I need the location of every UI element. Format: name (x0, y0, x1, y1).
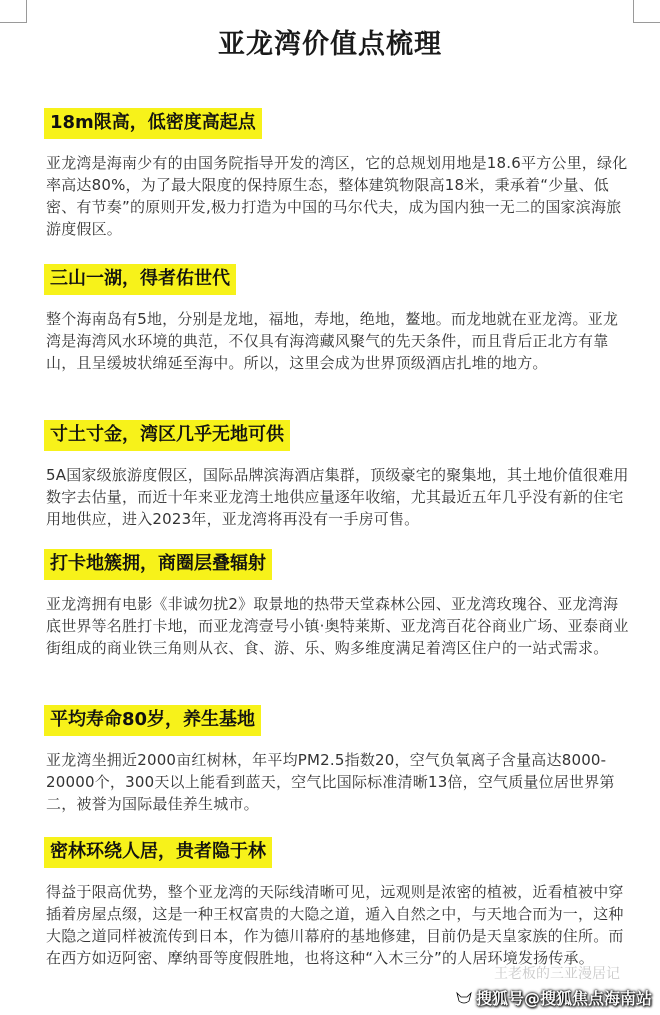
page-corner-left (0, 0, 27, 23)
section-body: 得益于限高优势，整个亚龙湾的天际线清晰可见，远观则是浓密的植被，近看植被中穿插着房屋点缀，这是一种王权富贵的大隐之道，遁入自然之中，与天地合而为一，这种大隐之道同样被流传到日本，作为德川幕府的基地修建，目前仍是天皇家族的住所。而在西方如迈阿密、摩纳哥等度假胜地，也将这种“入木三分”的人居环境发扬传承。 (46, 883, 624, 967)
section-heading: 三山一湖，得者佑世代 (44, 264, 236, 295)
section-body: 亚龙湾拥有电影《非诚勿扰2》取景地的热带天堂森林公园、亚龙湾玫瑰谷、亚龙湾海底世界等名胜打卡地，而亚龙湾壹号小镇·奥特莱斯、亚龙湾百花谷商业广场、亚泰商业街组成的商业铁三角则从衣、食、游、乐、购多维度满足着湾区住户的一站式需求。 (46, 595, 629, 657)
section-heading: 密林环绕人居，贵者隐于林 (44, 837, 272, 868)
section-5 (46, 705, 632, 815)
fox-icon (456, 991, 472, 1005)
section-body: 亚龙湾坐拥近2000亩红树林，年平均PM2.5指数20，空气负氧离子含量高达8000-20000个，300天以上能看到蓝天，空气比国际标准清晰13倍，空气质量位居世界第二，被誉为国际最佳养生城市。 (46, 751, 615, 813)
section-heading: 打卡地簇拥，商圈层叠辐射 (44, 549, 272, 580)
section-2 (46, 264, 632, 374)
watermark-text: 搜狐号@搜狐焦点海南站 (475, 989, 652, 1008)
section-4 (46, 549, 632, 659)
page-title: 亚龙湾价值点梳理 (218, 29, 442, 60)
watermark (456, 986, 652, 1009)
faded-watermark: 王老板的三亚漫居记 (494, 966, 620, 982)
section-body: 整个海南岛有5地，分别是龙地，福地，寿地，绝地，鳌地。而龙地就在亚龙湾。亚龙湾是海湾风水环境的典范，不仅具有海湾藏风聚气的先天条件，而且背后正北方有靠山，且呈缓坡状绵延至海中。所以，这里会成为世界顶级酒店扎堆的地方。 (46, 310, 619, 372)
page-corner-right (633, 0, 660, 23)
section-6 (46, 837, 632, 969)
section-1 (46, 108, 632, 240)
section-body: 亚龙湾是海南少有的由国务院指导开发的湾区，它的总规划用地是18.6平方公里，绿化率高达80%，为了最大限度的保持原生态，整体建筑物限高18米，秉承着“少量、低密、有节奏”的原则开发,极力打造为中国的马尔代夫，成为国内独一无二的国家滨海旅游度假区。 (46, 154, 628, 238)
section-body: 5A国家级旅游度假区，国际品牌滨海酒店集群，顶级豪宅的聚集地，其土地价值很难用数字去估量，而近十年来亚龙湾土地供应量逐年收缩，尤其最近五年几乎没有新的住宅用地供应，进入2023年，亚龙湾将再没有一手房可售。 (46, 466, 629, 528)
section-heading: 平均寿命80岁，养生基地 (44, 705, 261, 736)
section-3 (46, 420, 632, 530)
section-heading: 寸土寸金，湾区几乎无地可供 (44, 420, 290, 451)
section-heading: 18m限高，低密度高起点 (44, 108, 262, 139)
